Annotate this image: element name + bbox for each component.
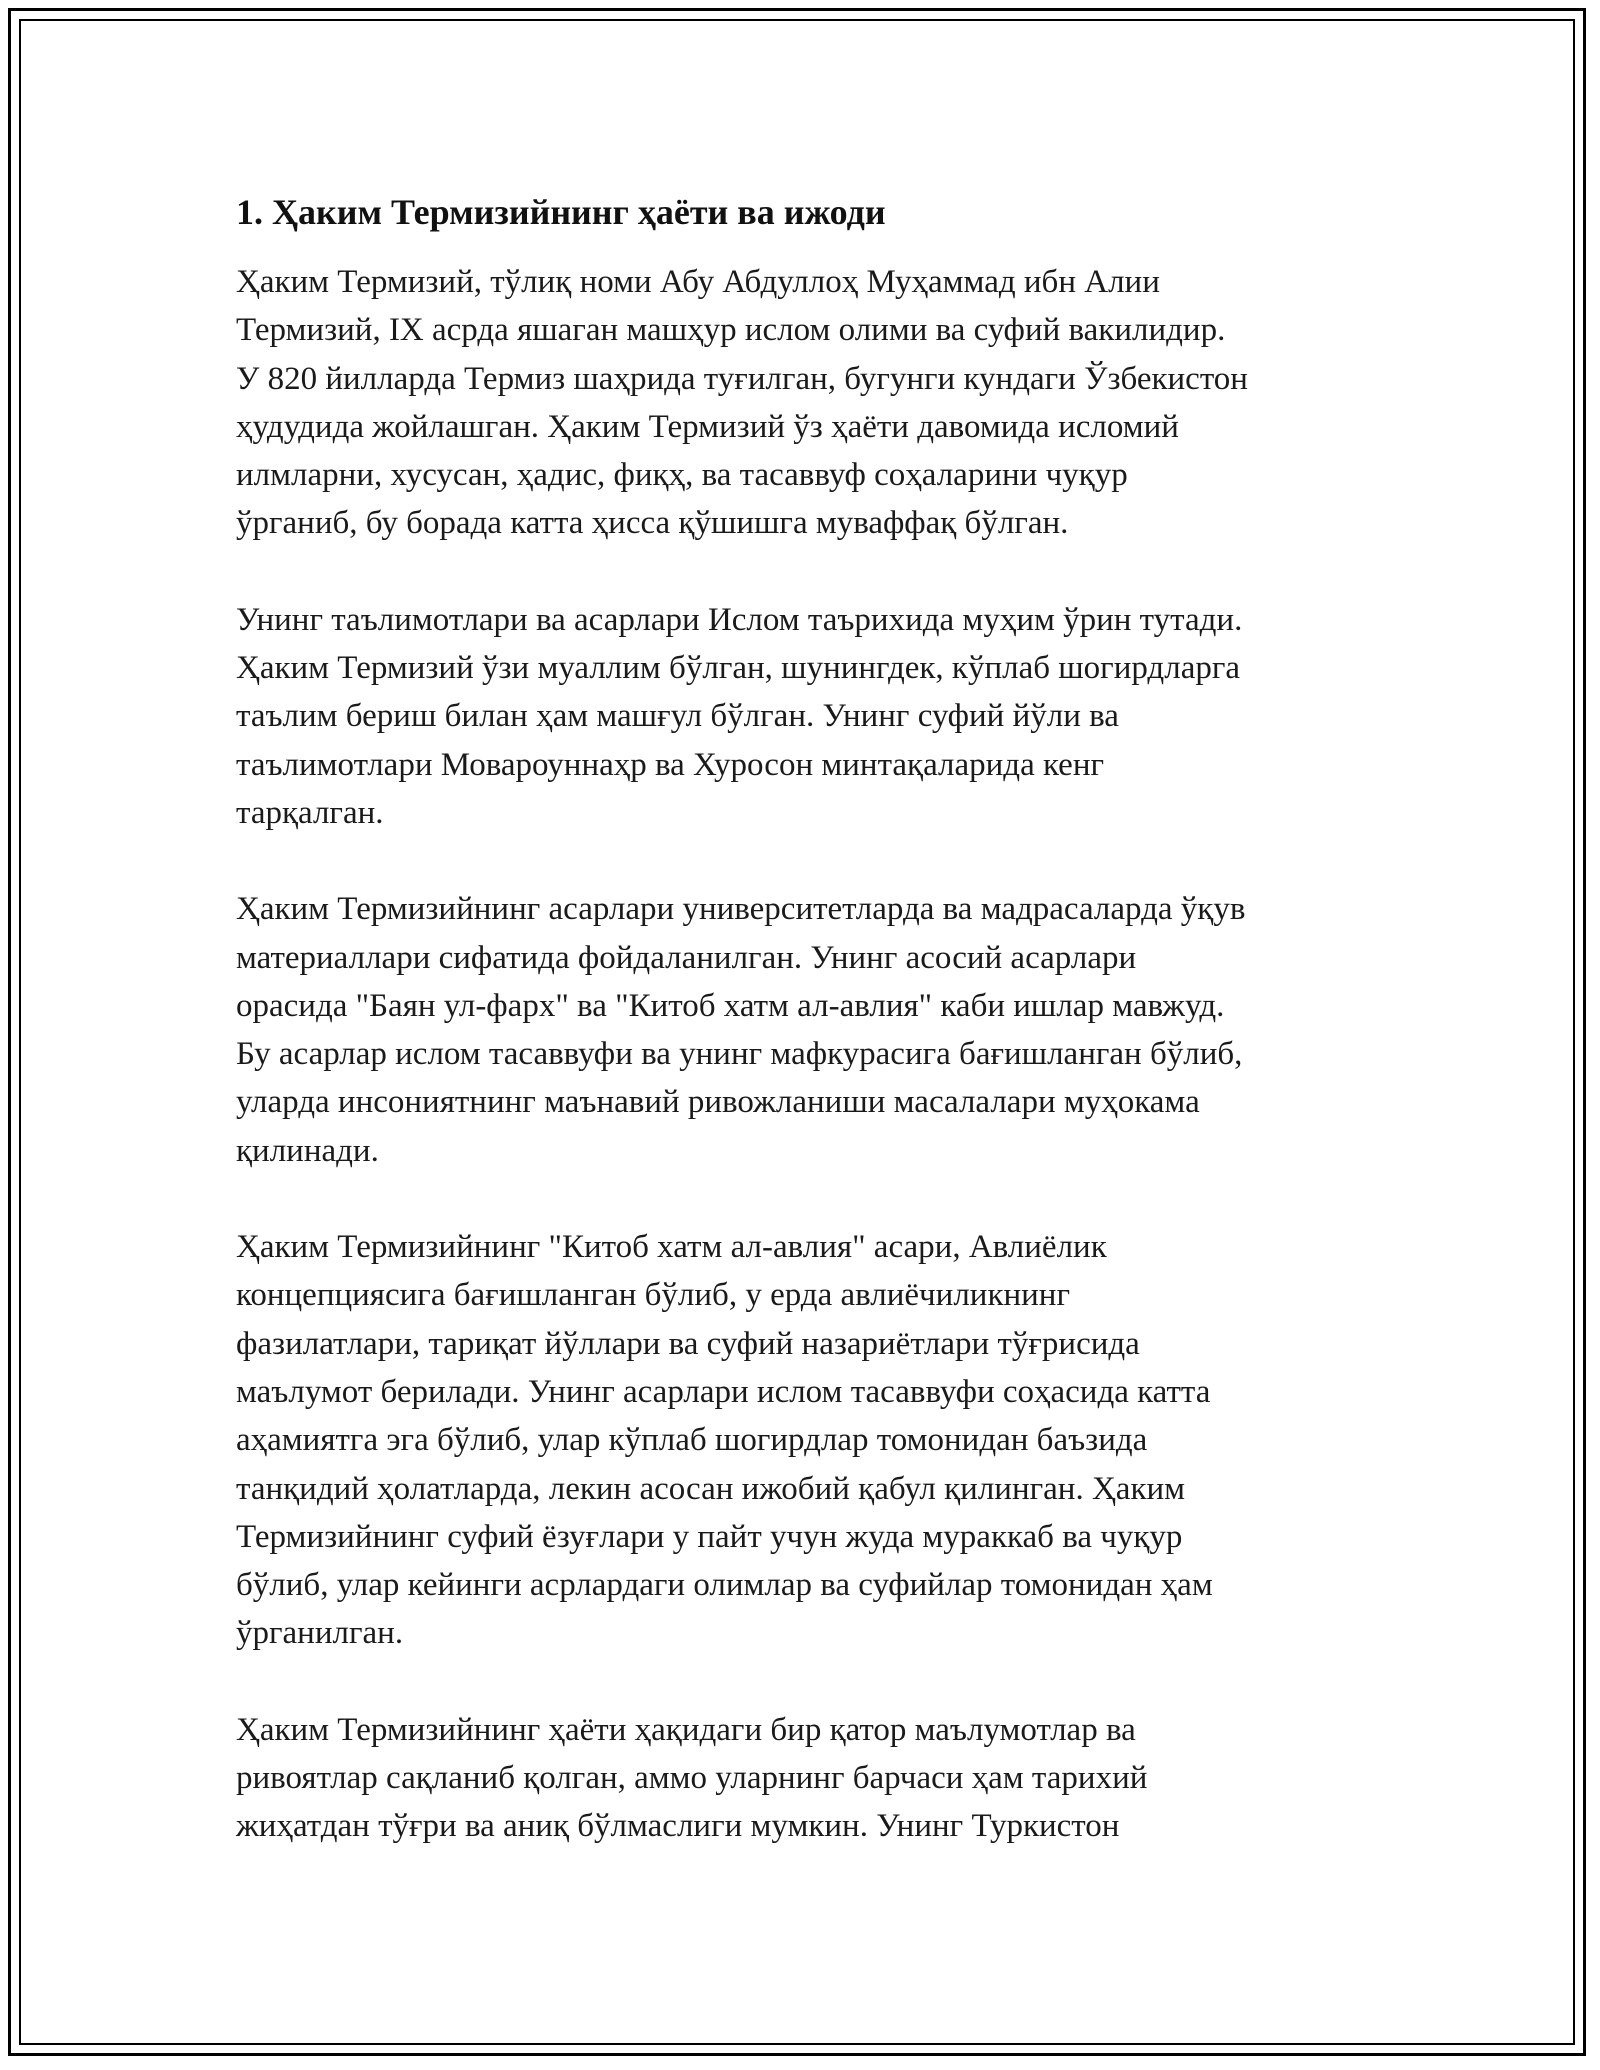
- paragraph-line: жиҳатдан тўғри ва аниқ бўлмаслиги мумкин. Унинг Туркистон: [236, 1808, 1120, 1845]
- paragraph-line: Ҳаким Термизий, тўлиқ номи Абу Абдуллоҳ Муҳаммад ибн Алии: [236, 264, 1160, 300]
- paragraph-line: У 820 йилларда Термиз шаҳрида туғилган, бугунги кундаги Ўзбекистон: [236, 360, 1248, 397]
- paragraph-line: Бу асарлар ислом тасаввуфи ва унинг мафкурасига бағишланган бўлиб,: [236, 1036, 1243, 1073]
- paragraph-line: Ҳаким Термизийнинг ҳаёти ҳақидаги бир қатор маълумотлар ва: [236, 1711, 1136, 1748]
- paragraph: [236, 885, 1386, 1175]
- paragraph-line: уларда инсониятнинг маънавий ривожланиши масалалари муҳокама: [236, 1084, 1200, 1121]
- paragraph-line: аҳамиятга эга бўлиб, улар кўплаб шогирдлар томонидан баъзида: [236, 1422, 1148, 1459]
- paragraph-line: орасида "Баян ул-фарх" ва "Китоб хатм ал-авлия" каби ишлар мавжуд.: [236, 987, 1225, 1024]
- paragraph: [236, 596, 1386, 837]
- paragraph-line: ҳудудида жойлашган. Ҳаким Термизий ўз ҳаёти давомида исломий: [236, 408, 1179, 445]
- paragraph-line: қилинади.: [236, 1132, 379, 1169]
- paragraph-line: маълумот берилади. Унинг асарлари ислом тасаввуфи соҳасида катта: [236, 1373, 1211, 1410]
- paragraph-line: ўрганилган.: [236, 1615, 404, 1652]
- paragraph-line: ўрганиб, бу борада катта ҳисса қўшишга муваффақ бўлган.: [236, 505, 1069, 542]
- paragraph-line: бўлиб, улар кейинги асрлардаги олимлар ва суфийлар томонидан ҳам: [236, 1567, 1213, 1604]
- paragraph-line: тарқалган.: [236, 794, 384, 831]
- document-body: [236, 188, 1386, 1899]
- section-heading: 1. Ҳаким Термизийнинг ҳаёти ва ижоди: [236, 192, 886, 232]
- paragraph-line: Термизий, IX асрда яшаган машҳур ислом олими ва суфий вакилидир.: [236, 312, 1226, 349]
- paragraph: [236, 1223, 1386, 1658]
- paragraph: [236, 258, 1386, 548]
- paragraph-line: ривоятлар сақланиб қолган, аммо уларнинг барчаси ҳам тарихий: [236, 1760, 1148, 1797]
- paragraph-line: таълим бериш билан ҳам машғул бўлган. Унинг суфий йўли ва: [236, 698, 1119, 735]
- paragraph-line: Ҳаким Термизийнинг "Китоб хатм ал-авлия" асари, Авлиёлик: [236, 1229, 1107, 1266]
- paragraph-line: материаллари сифатида фойдаланилган. Унинг асосий асарлари: [236, 939, 1137, 976]
- paragraph-line: фазилатлари, тариқат йўллари ва суфий назариётлари тўғрисида: [236, 1325, 1140, 1362]
- paragraph-line: Термизийнинг суфий ёзуғлари у пайт учун жуда мураккаб ва чуқур: [236, 1518, 1183, 1555]
- paragraph-container: [236, 258, 1386, 1851]
- paragraph-line: таълимотлари Мовароуннаҳр ва Хуросон минтақаларида кенг: [236, 746, 1105, 783]
- paragraph-line: танқидий ҳолатларда, лекин асосан ижобий қабул қилинган. Ҳаким: [236, 1470, 1186, 1507]
- paragraph-line: Ҳаким Термизий ўзи муаллим бўлган, шунингдек, кўплаб шогирдларга: [236, 650, 1241, 687]
- paragraph-line: Унинг таълимотлари ва асарлари Ислом таърихида муҳим ўрин тутади.: [236, 601, 1243, 638]
- paragraph: [236, 1706, 1386, 1851]
- paragraph-line: Ҳаким Термизийнинг асарлари университетларда ва мадрасаларда ўқув: [236, 891, 1246, 928]
- paragraph-line: концепциясига бағишланган бўлиб, у ерда авлиёчиликнинг: [236, 1277, 1070, 1314]
- paragraph-line: илмларни, хусусан, ҳадис, фиқҳ, ва тасаввуф соҳаларини чуқур: [236, 457, 1128, 494]
